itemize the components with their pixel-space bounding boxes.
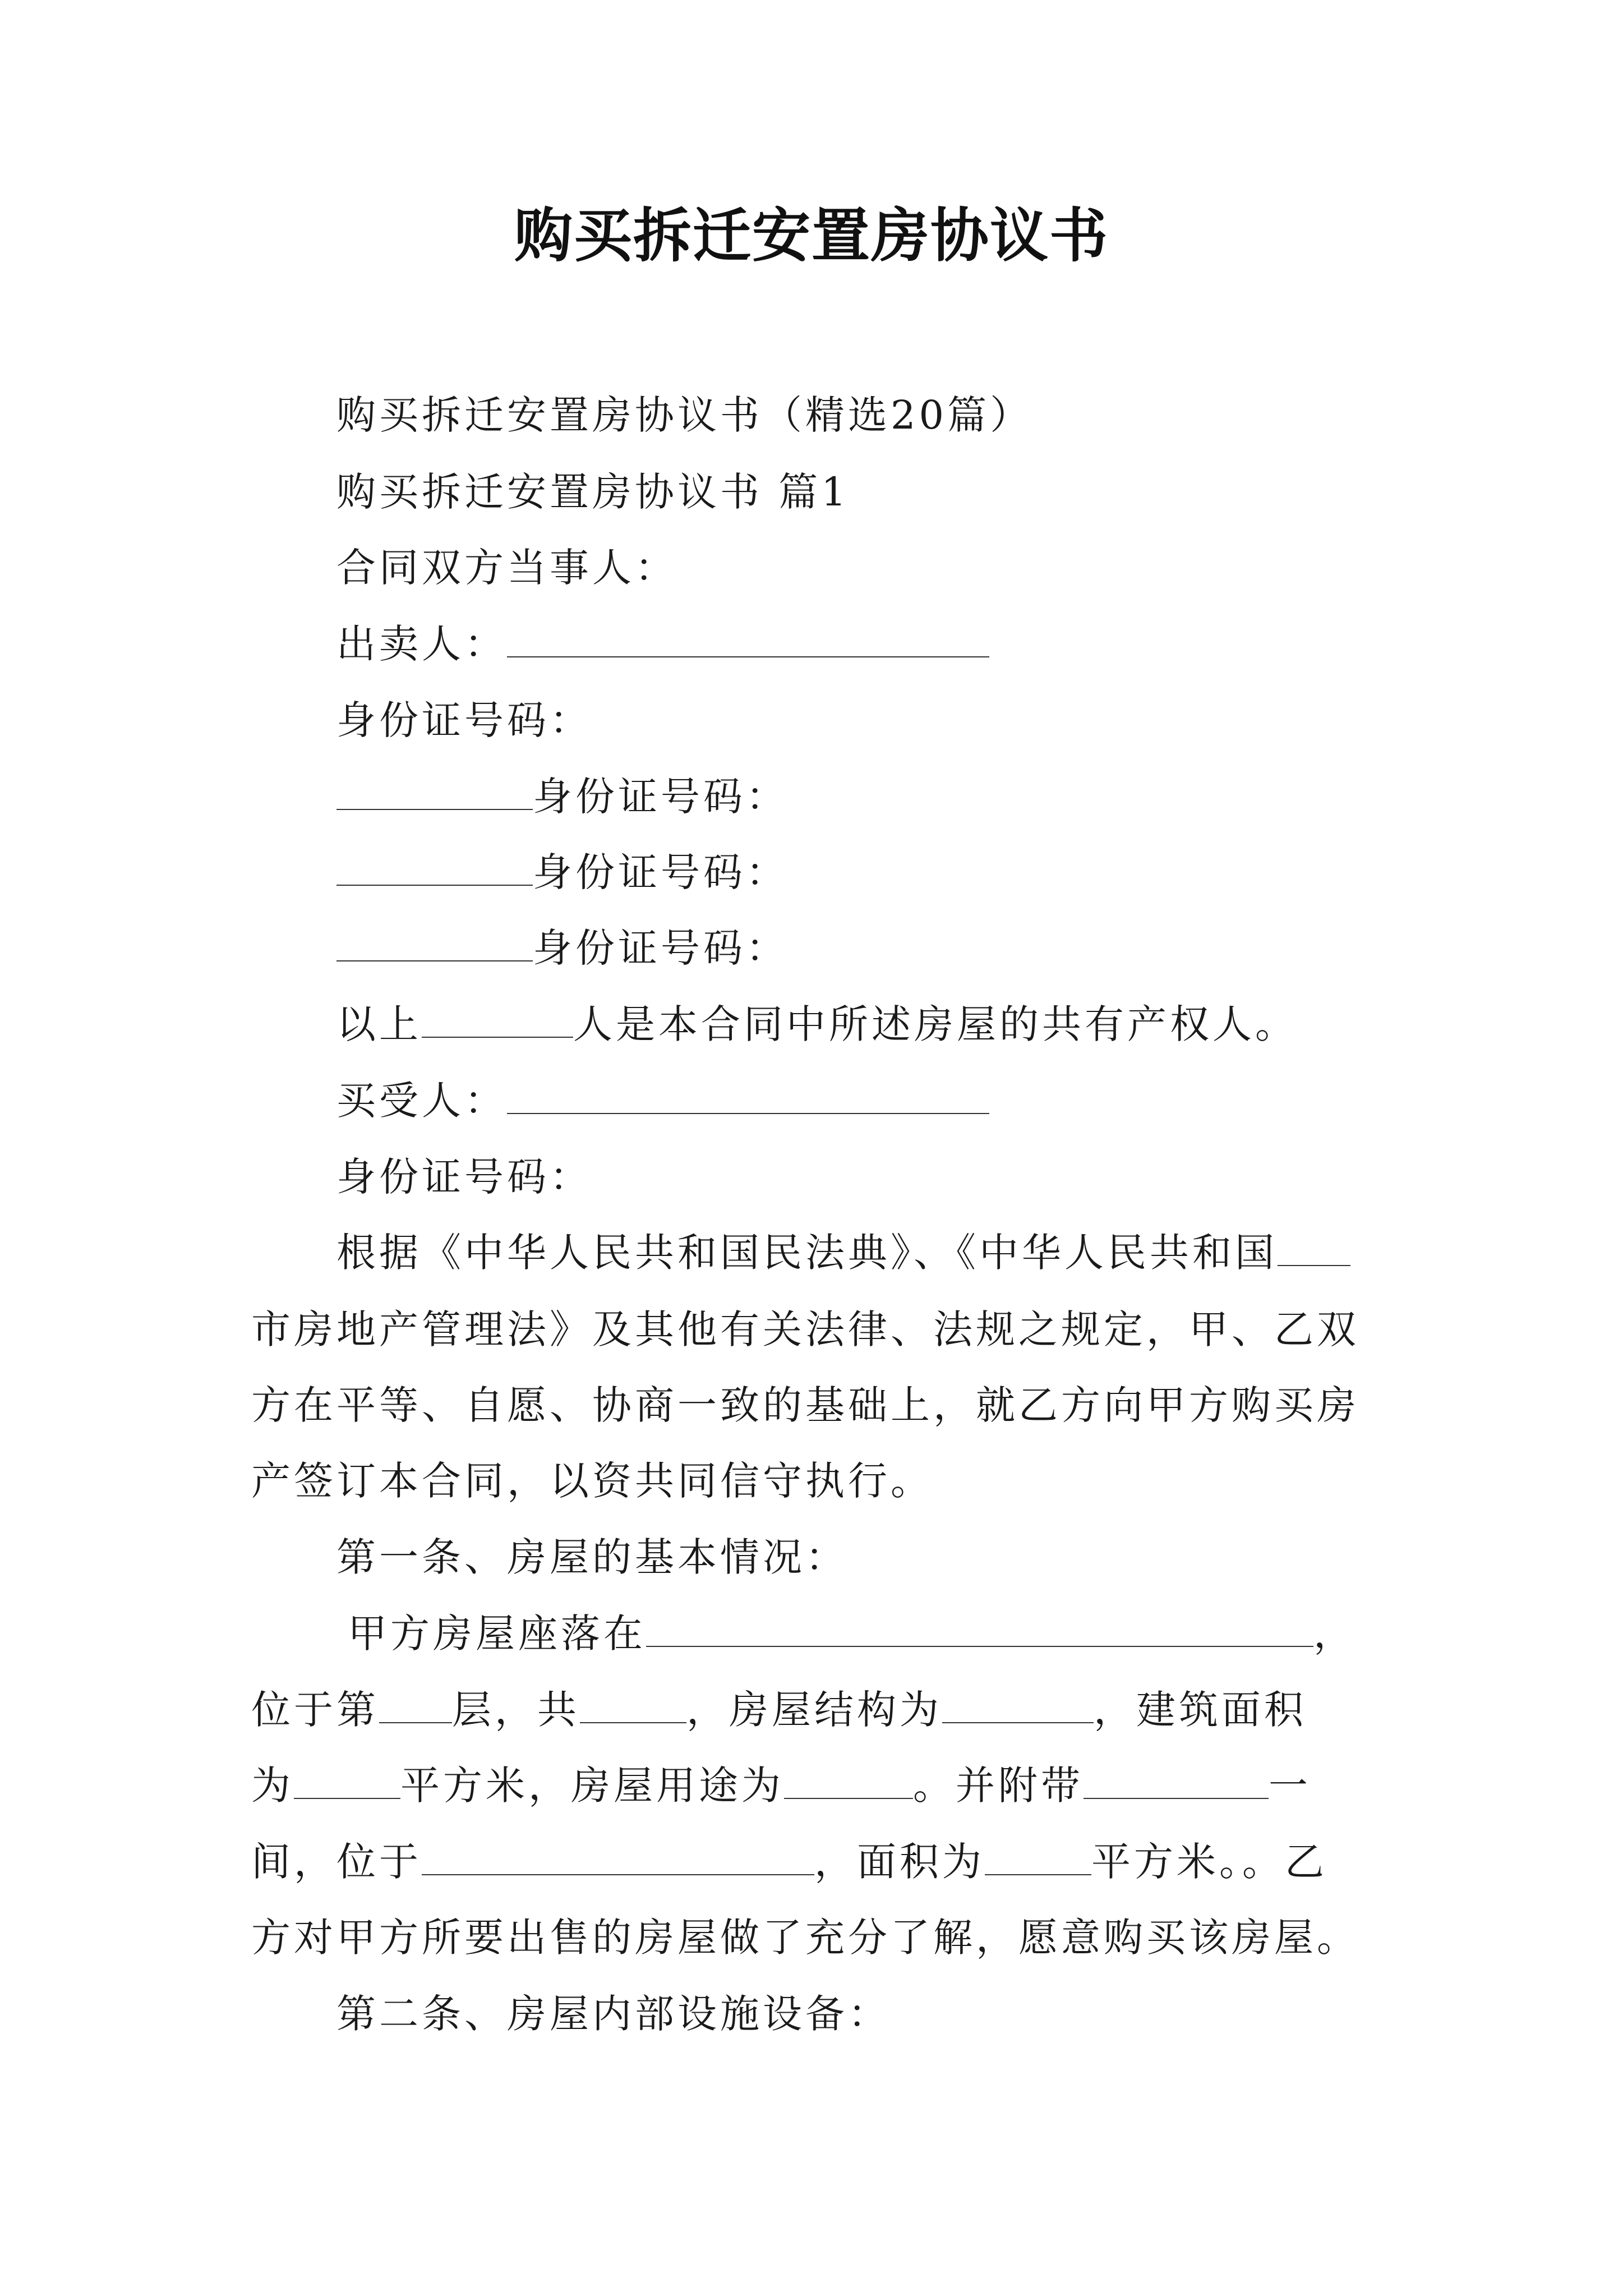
legal-basis-line-4: 产签订本合同，以资共同信守执行。 xyxy=(251,1458,933,1504)
subtitle-line: 购买拆迁安置房协议书（精选20篇） xyxy=(336,392,1033,438)
buyer-label: 买受人： xyxy=(336,1078,507,1124)
co-owner-id-label-2: 身份证号码： xyxy=(533,849,789,895)
floor-blank xyxy=(379,1687,452,1723)
legal-basis-line-2: 市房地产管理法》及其他有关法律、法规之规定，甲、乙双 xyxy=(251,1306,1359,1352)
article-1-line-4 xyxy=(251,1834,1384,1890)
area-blank xyxy=(294,1763,400,1799)
co-owner-id-line-3 xyxy=(336,920,1402,976)
location-blank xyxy=(646,1611,1313,1647)
attached-count: 一 xyxy=(1269,1763,1311,1809)
structure-label: ，房屋结构为 xyxy=(686,1687,942,1733)
area-prefix: 为 xyxy=(251,1763,294,1809)
article-1-line-2 xyxy=(251,1682,1384,1738)
article-2-heading: 第二条、房屋内部设施设备： xyxy=(336,1991,891,2037)
parties-heading: 合同双方当事人： xyxy=(336,545,677,591)
co-owner-id-line-1 xyxy=(336,769,1402,825)
legal-basis-text-1: 根据《中华人民共和国民法典》、《中华人民共和国 xyxy=(336,1230,1278,1276)
seller-blank xyxy=(507,622,989,657)
co-owners-prefix: 以上 xyxy=(336,1001,422,1047)
co-owner-blank-1 xyxy=(336,774,533,810)
city-blank xyxy=(1278,1230,1350,1266)
section-heading: 购买拆迁安置房协议书 篇1 xyxy=(336,469,850,515)
article-1-line-5: 方对甲方所要出售的房屋做了充分了解，愿意购买该房屋。 xyxy=(251,1915,1359,1961)
buyer-line xyxy=(336,1073,1402,1129)
legal-basis-line-1 xyxy=(336,1225,1402,1281)
usage-blank xyxy=(784,1763,913,1799)
location-label: 甲方房屋座落在 xyxy=(348,1611,646,1657)
total-floors-blank xyxy=(580,1687,686,1723)
article-1-line-3 xyxy=(251,1757,1384,1814)
attached-area-label: ，面积为 xyxy=(814,1839,985,1885)
co-owners-suffix: 人是本合同中所述房屋的共有产权人。 xyxy=(573,1001,1298,1047)
co-owner-blank-3 xyxy=(336,926,533,961)
co-owners-count-blank xyxy=(422,1002,573,1038)
co-owner-id-label-1: 身份证号码： xyxy=(533,774,789,820)
attached-label: 。并附带 xyxy=(913,1763,1083,1809)
seller-label: 出卖人： xyxy=(336,621,507,667)
attached-area-blank xyxy=(985,1839,1091,1875)
floor-label: 位于第 xyxy=(251,1687,379,1733)
legal-basis-line-3: 方在平等、自愿、协商一致的基础上，就乙方向甲方购买房 xyxy=(251,1382,1359,1428)
attached-area-unit: 平方米。。乙 xyxy=(1091,1839,1327,1885)
seller-line xyxy=(336,616,1402,672)
document-title: 购买拆迁安置房协议书 xyxy=(514,201,1109,270)
total-floors-label: 层，共 xyxy=(452,1687,580,1733)
co-owner-blank-2 xyxy=(336,850,533,886)
floor-area-label: ，建筑面积 xyxy=(1094,1687,1307,1733)
article-1-line-1 xyxy=(348,1605,1413,1662)
buyer-id-line: 身份证号码： xyxy=(336,1154,592,1200)
attached-blank xyxy=(1083,1763,1269,1799)
co-owners-statement xyxy=(336,996,1402,1052)
co-owner-id-label-3: 身份证号码： xyxy=(533,925,789,971)
seller-id-line: 身份证号码： xyxy=(336,697,592,743)
attached-location-blank xyxy=(422,1839,814,1875)
attached-location-label: 间，位于 xyxy=(251,1839,422,1885)
article-1-heading: 第一条、房屋的基本情况： xyxy=(336,1534,848,1580)
buyer-blank xyxy=(507,1078,989,1114)
usage-label: 平方米，房屋用途为 xyxy=(400,1763,784,1809)
structure-blank xyxy=(942,1687,1094,1723)
co-owner-id-line-2 xyxy=(336,844,1402,900)
location-comma: ， xyxy=(1313,1611,1356,1657)
